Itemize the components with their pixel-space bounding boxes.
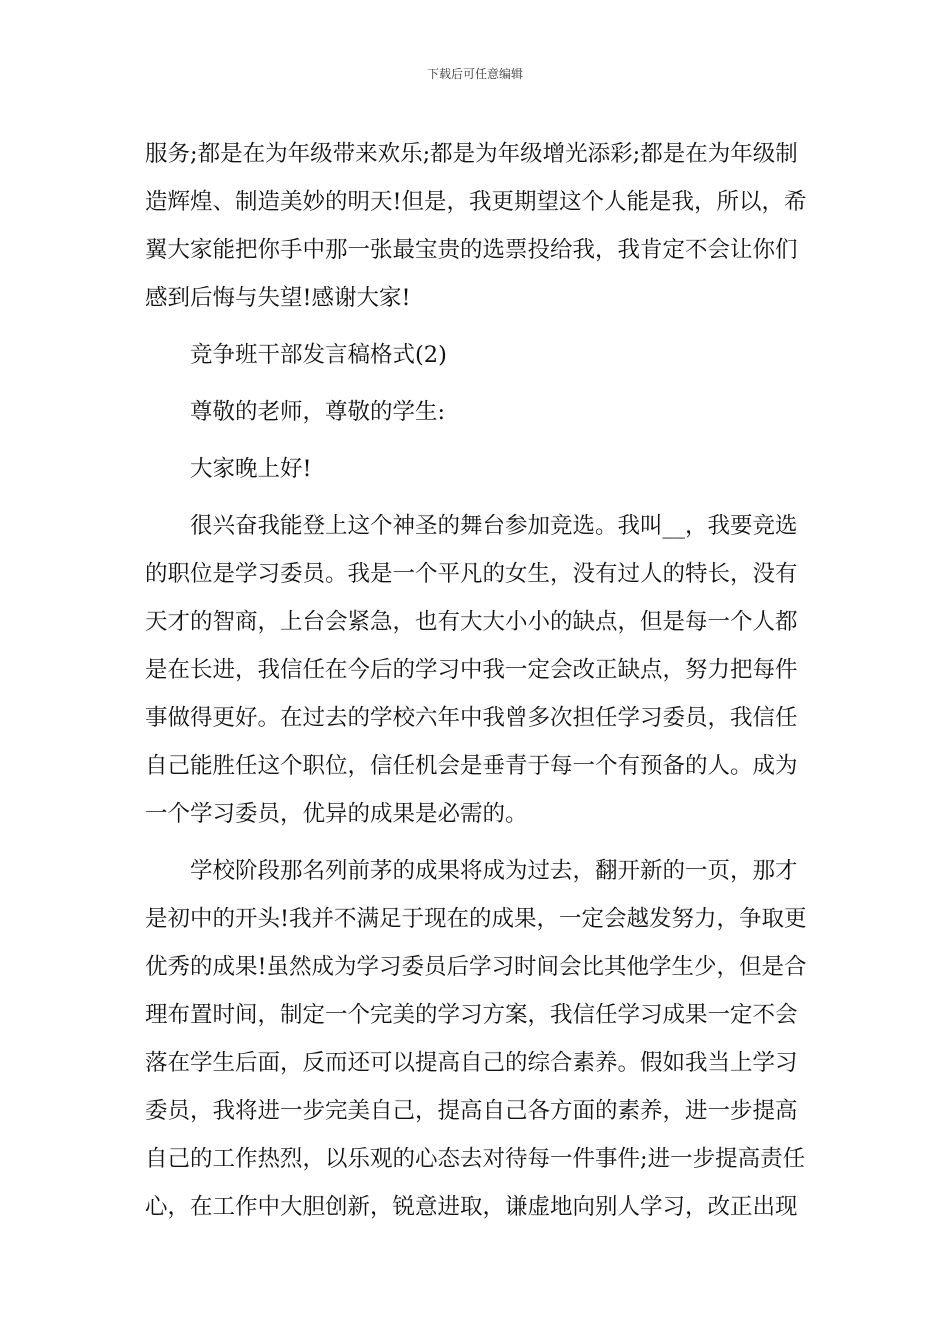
text-line: 天才的智商，上台会紧急，也有大大小小的缺点，但是每一个人都: [145, 609, 798, 635]
greeting-text: 大家晚上好!: [190, 456, 312, 482]
text-line: 委员，我将进一步完美自己，提高自己各方面的素养，进一步提高: [145, 1098, 798, 1124]
paragraph-introduction: [145, 502, 805, 838]
text-line: 很兴奋我能登上这个神圣的舞台参加竞选。我叫__，我要竞选: [190, 513, 798, 539]
section-title: [145, 331, 805, 379]
text-line: 服务;都是在为年级带来欢乐;都是为年级增光添彩;都是在为年级制: [145, 141, 798, 167]
salutation-text: 尊敬的老师，尊敬的学生:: [190, 399, 446, 425]
text-line: 感到后悔与失望!感谢大家!: [145, 285, 411, 311]
text-line: 理布置时间，制定一个完美的学习方案，我信任学习成果一定不会: [145, 1002, 798, 1028]
text-line: 事做得更好。在过去的学校六年中我曾多次担任学习委员，我信任: [145, 705, 798, 731]
text-line: 自己能胜任这个职位，信任机会是垂青于每一个有预备的人。成为: [145, 753, 798, 779]
salutation: [145, 388, 805, 436]
paragraph-continuation: [145, 130, 805, 322]
text-line: 造辉煌、制造美妙的明天!但是，我更期望这个人能是我，所以，希: [145, 189, 807, 215]
paragraph-plans: [145, 847, 805, 1231]
text-line: 一个学习委员，优异的成果是必需的。: [145, 801, 528, 827]
document-body: [145, 130, 805, 1231]
text-line: 自己的工作热烈，以乐观的心态去对待每一件事件;进一步提高责任: [145, 1146, 806, 1172]
greeting: [145, 445, 805, 493]
text-line: 心，在工作中大胆创新，锐意进取，谦虚地向别人学习，改正出现: [145, 1194, 798, 1220]
text-line: 优秀的成果!虽然成为学习委员后学习时间会比其他学生少，但是合: [145, 954, 807, 980]
text-line: 学校阶段那名列前茅的成果将成为过去，翻开新的一页，那才: [190, 858, 798, 884]
text-line: 是在长进，我信任在今后的学习中我一定会改正缺点，努力把每件: [145, 657, 798, 683]
text-line: 翼大家能把你手中那一张最宝贵的选票投给我，我肯定不会让你们: [145, 237, 798, 263]
text-line: 是初中的开头!我并不满足于现在的成果，一定会越发努力，争取更: [145, 906, 807, 932]
text-line: 落在学生后面，反而还可以提高自己的综合素养。假如我当上学习: [145, 1050, 798, 1076]
section-title-text: 竞争班干部发言稿格式(2): [190, 342, 447, 368]
page-header: 下载后可任意编辑: [426, 67, 523, 81]
text-line: 的职位是学习委员。我是一个平凡的女生，没有过人的特长，没有: [145, 561, 798, 587]
